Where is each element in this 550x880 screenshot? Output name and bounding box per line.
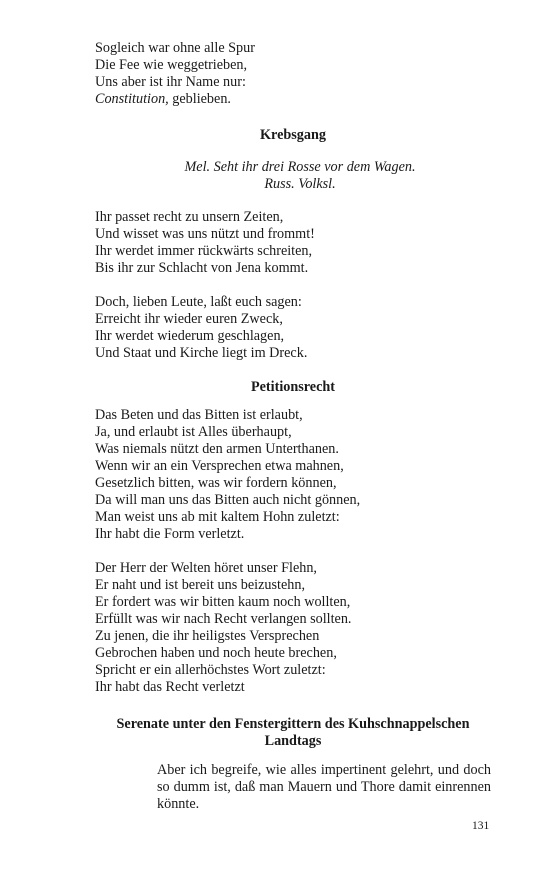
verse-text: geblieben. — [168, 91, 231, 107]
verse-line: Zu jenen, die ihr heiligstes Versprechen — [95, 628, 320, 644]
verse-line: Da will man uns das Bitten auch nicht gönnen, — [95, 492, 361, 508]
poem-title-krebsgang: Krebsgang — [260, 127, 326, 143]
title-line: Serenate unter den Fenstergittern des Kuhschnappelschen — [116, 716, 470, 732]
petitionsrecht-stanza-2 — [95, 560, 491, 696]
verse-line: Ja, und erlaubt ist Alles überhaupt, — [95, 424, 292, 440]
opening-stanza — [95, 40, 491, 108]
verse-line: Erreicht ihr wieder euren Zweck, — [95, 311, 283, 327]
verse-line: Doch, lieben Leute, laßt euch sagen: — [95, 294, 302, 310]
verse-line: Gesetzlich bitten, was wir fordern können, — [95, 475, 337, 491]
page-number: 131 — [472, 820, 490, 832]
krebsgang-stanza-2 — [95, 294, 491, 362]
verse-line: Bis ihr zur Schlacht von Jena kommt. — [95, 260, 309, 276]
poem-title-petitionsrecht: Petitionsrecht — [250, 379, 336, 395]
epigraph-line: Mel. Seht ihr drei Rosse vor dem Wagen. — [184, 159, 416, 175]
verse-line: Er naht und ist bereit uns beizustehn, — [95, 577, 306, 593]
krebsgang-stanza-1 — [95, 209, 491, 277]
verse-line: Ihr werdet wiederum geschlagen, — [95, 328, 285, 344]
verse-line: Er fordert was wir bitten kaum noch wollten, — [95, 594, 351, 610]
verse-line: Uns aber ist ihr Name nur: — [95, 74, 246, 90]
verse-line: Und Staat und Kirche liegt im Dreck. — [95, 345, 308, 361]
verse-line: Erfüllt was wir nach Recht verlangen sollten. — [95, 611, 352, 627]
verse-line: Spricht er ein allerhöchstes Wort zuletzt: — [95, 662, 326, 678]
poem-title-serenate — [95, 716, 491, 750]
verse-line: Und wisset was uns nützt und frommt! — [95, 226, 315, 242]
verse-line: Ihr habt die Form verletzt. — [95, 526, 245, 542]
verse-line: Ihr passet recht zu unsern Zeiten, — [95, 209, 284, 225]
epigraph — [95, 159, 491, 193]
verse-line: Die Fee wie weggetrieben, — [95, 57, 248, 73]
page-content — [95, 40, 491, 813]
petitionsrecht-stanza-1 — [95, 407, 491, 543]
verse-line: Das Beten und das Bitten ist erlaubt, — [95, 407, 303, 423]
verse-line: Wenn wir an ein Versprechen etwa mahnen, — [95, 458, 344, 474]
serenate-prose: Aber ich begreife, wie alles impertinent gelehrt, und doch so dumm ist, daß man Mauern und Thore damit einrennen könnte. — [157, 762, 491, 812]
verse-line: Der Herr der Welten höret unser Flehn, — [95, 560, 317, 576]
verse-line: Was niemals nützt den armen Unterthanen. — [95, 441, 339, 457]
epigraph-line: Russ. Volksl. — [264, 176, 336, 192]
verse-line: Ihr habt das Recht verletzt — [95, 679, 245, 695]
verse-line: Ihr werdet immer rückwärts schreiten, — [95, 243, 313, 259]
verse-italic: Constitution, — [95, 91, 169, 107]
verse-line: Man weist uns ab mit kaltem Hohn zuletzt: — [95, 509, 340, 525]
verse-line — [95, 91, 491, 108]
verse-line: Sogleich war ohne alle Spur — [95, 40, 255, 56]
verse-line: Gebrochen haben und noch heute brechen, — [95, 645, 337, 661]
title-line: Landtags — [264, 733, 322, 749]
